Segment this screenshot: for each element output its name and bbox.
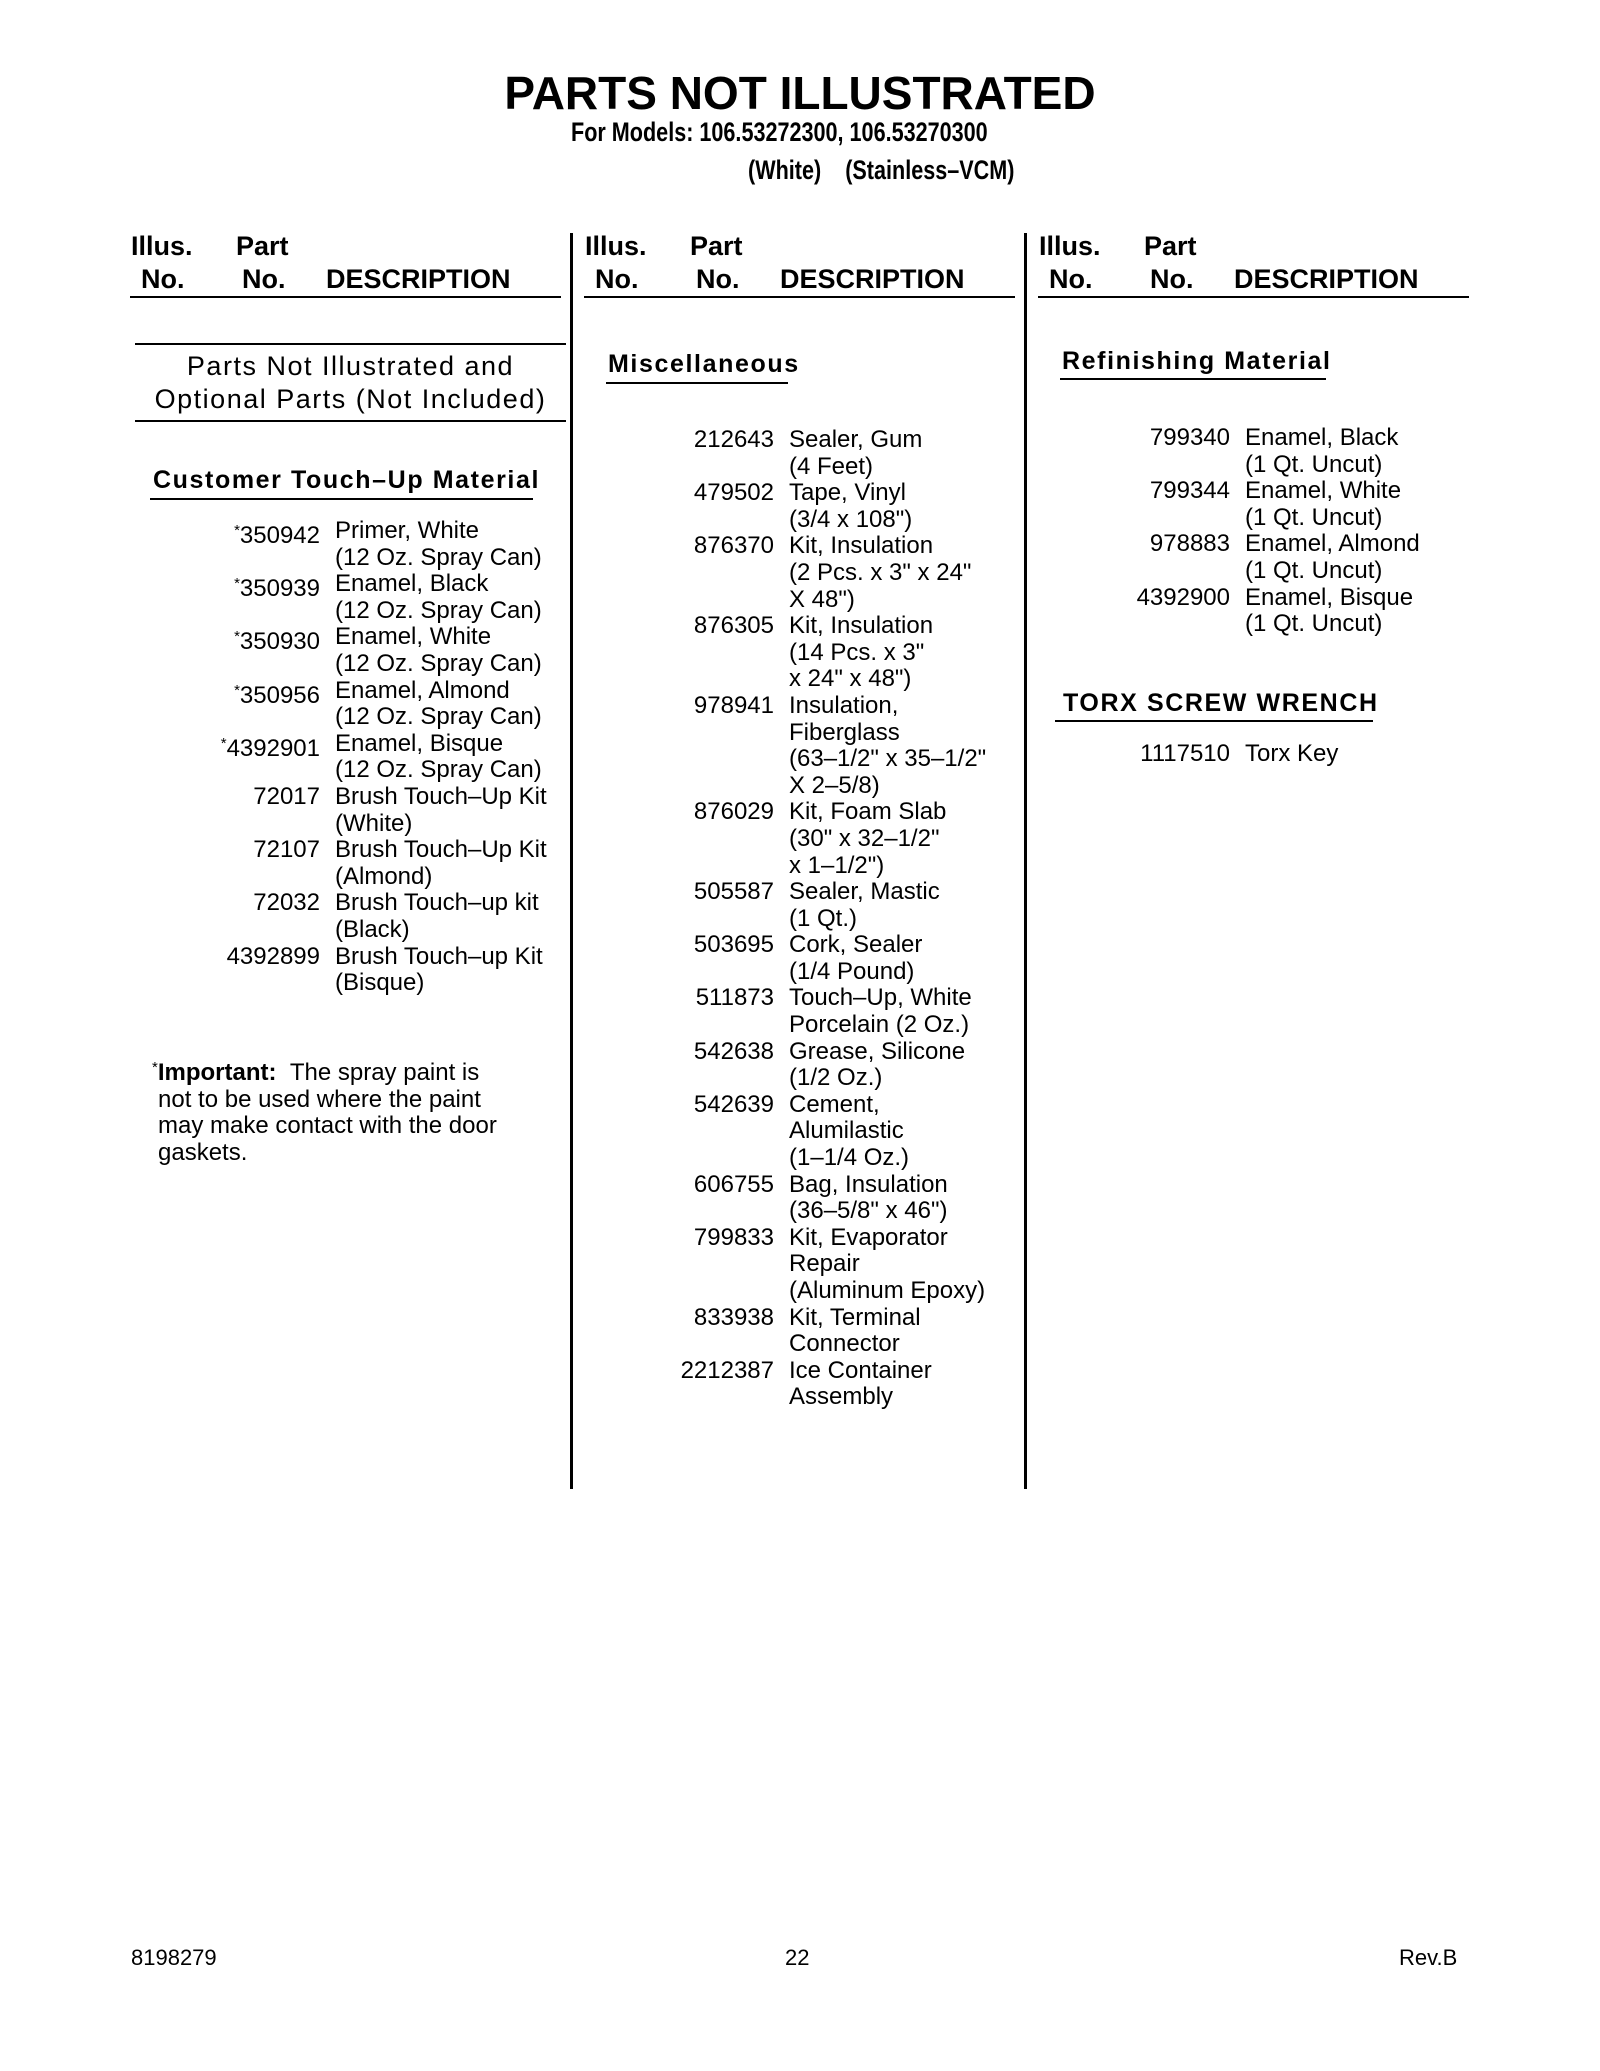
section-title-torx: TORX SCREW WRENCH (1063, 689, 1379, 717)
part-description: Tape, Vinyl (3/4 x 108") (789, 479, 913, 533)
header-illus-no: No. (595, 264, 639, 294)
part-number: 876370 (693, 532, 774, 560)
optional-parts-heading: Parts Not Illustrated and Optional Parts (Not Included) (154, 351, 547, 414)
part-description: Touch–Up, White Porcelain (2 Oz.) (789, 984, 972, 1039)
part-row (570, 879, 1024, 932)
header-part-no: No. (1150, 264, 1194, 294)
part-description: Kit, Insulation (2 Pcs. x 3" x 24" X 48") (789, 532, 972, 613)
part-description: Kit, Evaporator Repair (Aluminum Epoxy) (789, 1223, 986, 1304)
part-row (570, 693, 1024, 799)
header-description: DESCRIPTION (326, 264, 511, 294)
header-rule (130, 296, 561, 298)
part-description: Bag, Insulation (36–5/8" x 46") (789, 1170, 948, 1225)
section-underline (606, 382, 788, 384)
part-description: Brush Touch–Up Kit (White) (335, 782, 547, 837)
part-row (1024, 585, 1600, 638)
part-description: Grease, Silicone (1/2 Oz.) (789, 1037, 966, 1092)
part-description: Enamel, Bisque (12 Oz. Spray Can) (335, 729, 542, 784)
part-number: 72032 (253, 889, 320, 917)
part-row (570, 1358, 1024, 1411)
part-number: 876029 (693, 798, 774, 826)
part-number: 542638 (693, 1037, 774, 1065)
part-description: Primer, White (12 Oz. Spray Can) (335, 517, 542, 571)
header-part: Part (1144, 231, 1197, 261)
part-number: 503695 (693, 931, 774, 959)
header-illus: Illus. (585, 231, 647, 261)
part-row (570, 799, 1024, 879)
part-row (570, 985, 1024, 1038)
part-description: Insulation, Fiberglass (63–1/2" x 35–1/2" X 2–5/8) (789, 691, 987, 799)
part-row (0, 890, 570, 943)
part-description: Brush Touch–up Kit (Bisque) (335, 942, 543, 997)
part-row (1024, 741, 1600, 768)
part-description: Enamel, Black (12 Oz. Spray Can) (335, 570, 542, 624)
part-description: Sealer, Mastic (1 Qt.) (789, 878, 940, 932)
revision: Rev.B (1399, 1945, 1458, 1970)
model-variants (748, 155, 1014, 186)
header-rule (584, 296, 1015, 298)
header-rule (1038, 296, 1469, 298)
part-number: 833938 (693, 1303, 774, 1331)
part-description: Torx Key (1245, 740, 1339, 767)
header-illus: Illus. (131, 231, 193, 261)
doc-number: 8198279 (131, 1945, 217, 1970)
part-description: Kit, Insulation (14 Pcs. x 3" x 24" x 48") (789, 612, 934, 693)
part-description: Sealer, Gum (4 Feet) (789, 426, 923, 480)
part-row (0, 944, 570, 997)
part-number: 799833 (693, 1223, 774, 1251)
header-description: DESCRIPTION (780, 264, 965, 294)
part-number: 72107 (253, 836, 320, 864)
part-description: Enamel, Bisque (1 Qt. Uncut) (1245, 583, 1414, 638)
part-number: 876305 (693, 612, 774, 640)
header-part: Part (236, 231, 289, 261)
part-row (570, 1305, 1024, 1358)
header-illus-no: No. (1049, 264, 1093, 294)
part-description: Cement, Alumilastic (1–1/4 Oz.) (789, 1090, 910, 1172)
part-description: Ice Container Assembly (789, 1356, 932, 1411)
part-row (570, 533, 1024, 613)
part-number: 799344 (1149, 477, 1230, 505)
part-number: *4392901 (220, 734, 320, 762)
part-description: Cork, Sealer (1/4 Pound) (789, 931, 923, 985)
part-description: Brush Touch–up kit (Black) (335, 889, 539, 943)
part-row (1024, 478, 1600, 531)
part-number: 542639 (693, 1090, 774, 1118)
part-description: Enamel, White (1 Qt. Uncut) (1245, 477, 1402, 531)
asterisk-marker: * (234, 681, 240, 699)
page-title: PARTS NOT ILLUSTRATED (504, 67, 1096, 119)
parts-list-touch-up (0, 518, 570, 997)
box-rule-bottom (135, 420, 566, 422)
part-row (0, 837, 570, 890)
part-number: 2212387 (680, 1356, 774, 1384)
header-description: DESCRIPTION (1234, 264, 1419, 294)
part-description: Enamel, Black (1 Qt. Uncut) (1245, 424, 1399, 478)
part-description: Kit, Terminal Connector (789, 1303, 921, 1358)
section-underline (1060, 378, 1326, 380)
variant-stainless: (Stainless–VCM) (845, 155, 1015, 185)
page-number: 22 (785, 1945, 810, 1970)
part-number: 1117510 (1140, 740, 1230, 767)
part-row (570, 1172, 1024, 1225)
section-title-refinishing: Refinishing Material (1062, 347, 1332, 375)
part-row (0, 518, 570, 571)
part-row (570, 932, 1024, 985)
part-description: Enamel, Almond (1 Qt. Uncut) (1245, 530, 1420, 584)
part-row (0, 784, 570, 837)
part-description: Brush Touch–Up Kit (Almond) (335, 836, 547, 890)
part-description: Enamel, White (12 Oz. Spray Can) (335, 623, 542, 677)
part-row (1024, 425, 1600, 478)
header-part-no: No. (242, 264, 286, 294)
part-description: Enamel, Almond (12 Oz. Spray Can) (335, 676, 542, 731)
parts-list-refinishing (1024, 425, 1600, 638)
part-row (570, 427, 1024, 480)
part-row (570, 480, 1024, 533)
part-number: 212643 (693, 426, 774, 453)
part-number: 799340 (1149, 424, 1230, 451)
header-part: Part (690, 231, 743, 261)
part-number: 978941 (693, 691, 774, 719)
part-row (1024, 531, 1600, 584)
part-number: 72017 (253, 782, 320, 810)
section-title-miscellaneous: Miscellaneous (608, 350, 800, 378)
parts-list-miscellaneous (570, 427, 1024, 1411)
part-number: 4392900 (1136, 583, 1230, 611)
section-title-touch-up: Customer Touch–Up Material (153, 466, 541, 494)
asterisk-marker: * (234, 628, 240, 646)
part-number: *350956 (234, 681, 320, 709)
part-number: 606755 (693, 1170, 774, 1198)
part-row (570, 1039, 1024, 1092)
part-number: 505587 (693, 878, 774, 906)
section-underline (150, 498, 533, 500)
part-row (0, 624, 570, 677)
part-row (0, 731, 570, 784)
part-description: Kit, Foam Slab (30" x 32–1/2" x 1–1/2") (789, 798, 947, 879)
models-line: For Models: 106.53272300, 106.53270300 (571, 117, 988, 147)
part-row (570, 613, 1024, 693)
important-note: *Important: The spray paint is not to be used where the paint may make contact with the door gaskets. (152, 1059, 497, 1166)
part-number: 4392899 (226, 942, 320, 970)
asterisk-marker: * (234, 575, 240, 593)
note-label: Important: (157, 1059, 277, 1086)
part-number: *350939 (234, 575, 320, 603)
part-row (570, 1092, 1024, 1172)
variant-white: (White) (748, 155, 822, 185)
box-rule-top (135, 343, 566, 345)
section-underline (1055, 720, 1373, 722)
part-number: 479502 (693, 479, 774, 507)
part-number: *350942 (234, 522, 320, 549)
part-number: 511873 (695, 984, 774, 1012)
header-illus-no: No. (141, 264, 185, 294)
asterisk-marker: * (220, 734, 227, 752)
part-row (570, 1225, 1024, 1305)
asterisk-marker: * (234, 522, 240, 539)
part-row (0, 571, 570, 624)
column-divider (1024, 233, 1027, 1489)
header-part-no: No. (696, 264, 740, 294)
part-row (0, 678, 570, 731)
part-number: 978883 (1149, 530, 1230, 558)
parts-list-torx (1024, 741, 1600, 768)
part-number: *350930 (234, 628, 320, 656)
header-illus: Illus. (1039, 231, 1101, 261)
